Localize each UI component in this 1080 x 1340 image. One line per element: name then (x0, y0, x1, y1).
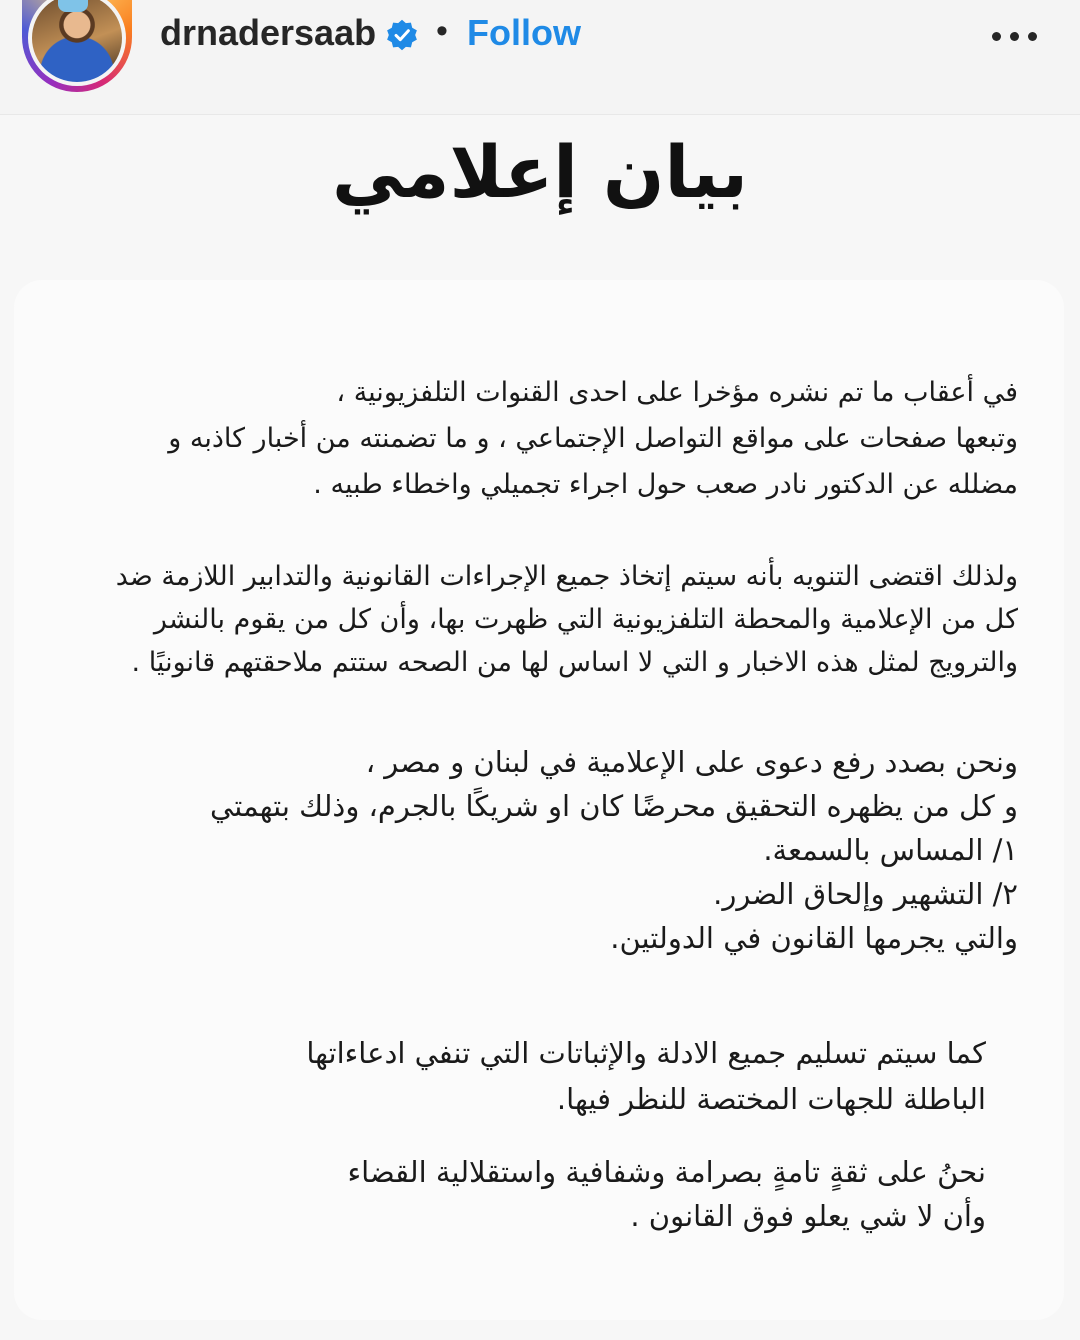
text-line: الباطلة للجهات المختصة للنظر فيها. (556, 1082, 986, 1116)
statement-paragraph (348, 1150, 986, 1238)
text-line: و كل من يظهره التحقيق محرضًا كان او شريكًا بالجرم، وذلك بتهمتي (210, 789, 1018, 823)
text-line: في أعقاب ما تم نشره مؤخرا على احدى القنوات التلفزيونية ، (336, 377, 1018, 408)
post-header (0, 0, 1080, 115)
text-line: ولذلك اقتضى التنويه بأنه سيتم إتخاذ جميع الإجراءات القانونية والتدابير اللازمة ضد (115, 561, 1018, 592)
statement-title: بيان إعلامي (332, 130, 748, 214)
follow-button[interactable]: Follow (467, 12, 581, 53)
text-line: والترويج لمثل هذه الاخبار و التي لا اساس لها من الصحه ستتم ملاحقتهم قانونيًا . (131, 647, 1018, 678)
text-line: ٢/ التشهير وإلحاق الضرر. (713, 877, 1018, 911)
text-line: والتي يجرمها القانون في الدولتين. (610, 921, 1018, 955)
statement-paragraph (116, 555, 1018, 684)
surgical-cap-detail (58, 0, 88, 12)
verified-badge-icon (385, 18, 419, 52)
avatar[interactable] (28, 0, 126, 86)
statement-paragraph (168, 370, 1018, 508)
statement-paragraph (306, 1030, 986, 1122)
separator-dot: • (436, 12, 448, 50)
text-line: كما سيتم تسليم جميع الادلة والإثباتات التي تنفي ادعاءاتها (306, 1036, 986, 1070)
text-line: كل من الإعلامية والمحطة التلفزيونية التي ظهرت بها، وأن كل من يقوم بالنشر (153, 604, 1018, 635)
post-image (0, 115, 1080, 1340)
text-line: وتبعها صفحات على مواقع التواصل الإجتماعي ، و ما تضمنته من أخبار كاذبه و (168, 423, 1018, 454)
username[interactable]: drnadersaab (160, 12, 377, 53)
text-line: مضلله عن الدكتور نادر صعب حول اجراء تجميلي واخطاء طبيه . (313, 469, 1018, 500)
statement-paragraph (210, 740, 1018, 960)
more-options-icon[interactable] (990, 22, 1040, 48)
text-line: نحنُ على ثقةٍ تامةٍ بصرامة وشفافية واستقلالية القضاء (347, 1155, 986, 1189)
text-line: وأن لا شي يعلو فوق القانون . (630, 1199, 986, 1233)
story-ring[interactable] (22, 0, 132, 92)
text-line: ١/ المساس بالسمعة. (763, 833, 1018, 867)
text-line: ونحن بصدد رفع دعوى على الإعلامية في لبنان و مصر ، (365, 745, 1018, 779)
